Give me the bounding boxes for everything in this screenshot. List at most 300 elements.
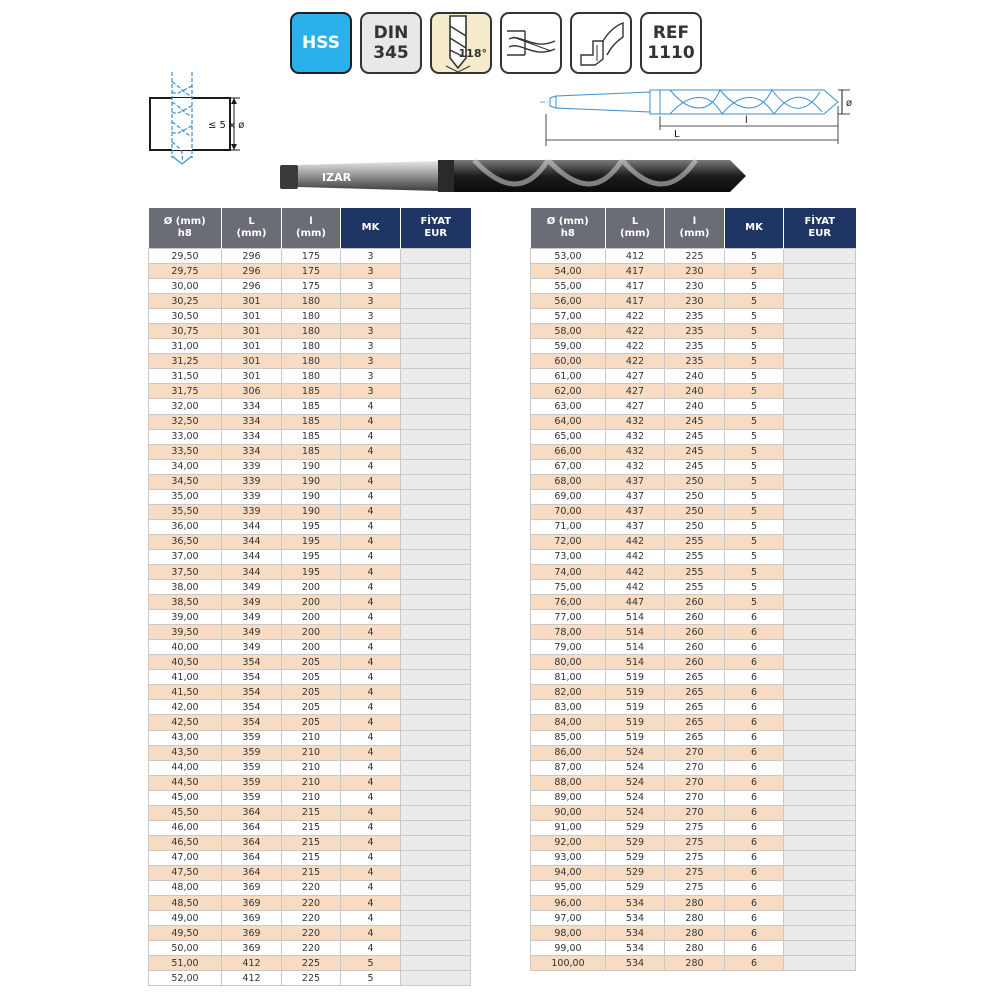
cell-price (784, 805, 856, 820)
table-row (149, 941, 471, 956)
cell-morse-taper: 6 (725, 865, 784, 880)
cell-flute-length: 215 (282, 805, 341, 820)
ref-badge-line2: 1110 (647, 43, 695, 63)
cell-total-length: 301 (222, 354, 282, 369)
cell-total-length: 344 (222, 564, 282, 579)
table-row (149, 835, 471, 850)
cell-morse-taper: 4 (341, 850, 401, 865)
table-row (531, 790, 856, 805)
cell-total-length: 359 (222, 775, 282, 790)
cell-diameter: 37,50 (149, 564, 222, 579)
table-row (149, 670, 471, 685)
cell-morse-taper: 6 (725, 730, 784, 745)
cell-price (784, 264, 856, 279)
cell-morse-taper: 6 (725, 850, 784, 865)
cell-flute-length: 260 (665, 625, 725, 640)
cell-price (401, 444, 471, 459)
table-row (531, 745, 856, 760)
cell-flute-length: 200 (282, 580, 341, 595)
cell-morse-taper: 5 (725, 474, 784, 489)
cell-flute-length: 250 (665, 504, 725, 519)
cell-flute-length: 190 (282, 504, 341, 519)
table-row (149, 926, 471, 941)
cell-diameter: 77,00 (531, 610, 606, 625)
cell-price (401, 850, 471, 865)
cell-diameter: 67,00 (531, 459, 606, 474)
cell-total-length: 427 (606, 384, 665, 399)
cell-morse-taper: 3 (341, 369, 401, 384)
cell-morse-taper: 4 (341, 805, 401, 820)
cell-morse-taper: 4 (341, 414, 401, 429)
cell-morse-taper: 6 (725, 610, 784, 625)
cell-flute-length: 195 (282, 564, 341, 579)
cell-price (784, 564, 856, 579)
table-row (531, 279, 856, 294)
table-row (531, 805, 856, 820)
cell-price (784, 941, 856, 956)
cell-total-length: 354 (222, 700, 282, 715)
flute-length-label: l (745, 115, 748, 126)
cell-diameter: 63,00 (531, 399, 606, 414)
cell-morse-taper: 4 (341, 610, 401, 625)
cell-morse-taper: 5 (341, 971, 401, 986)
cell-total-length: 412 (222, 956, 282, 971)
size-table-right (530, 208, 856, 971)
cell-morse-taper: 4 (341, 429, 401, 444)
cell-flute-length: 235 (665, 354, 725, 369)
cell-morse-taper: 6 (725, 790, 784, 805)
table-row (149, 279, 471, 294)
total-length-label: L (674, 129, 680, 140)
cell-diameter: 39,50 (149, 625, 222, 640)
table-row (531, 429, 856, 444)
cell-flute-length: 205 (282, 715, 341, 730)
cell-diameter: 58,00 (531, 324, 606, 339)
cell-flute-length: 255 (665, 564, 725, 579)
table-row (531, 926, 856, 941)
table-row (149, 911, 471, 926)
cell-diameter: 73,00 (531, 549, 606, 564)
cell-flute-length: 245 (665, 429, 725, 444)
cell-morse-taper: 3 (341, 309, 401, 324)
cell-diameter: 38,50 (149, 595, 222, 610)
cell-diameter: 56,00 (531, 294, 606, 309)
cell-diameter: 37,00 (149, 549, 222, 564)
cell-diameter: 64,00 (531, 414, 606, 429)
cell-total-length: 442 (606, 534, 665, 549)
cell-flute-length: 200 (282, 610, 341, 625)
cell-total-length: 339 (222, 459, 282, 474)
cell-diameter: 60,00 (531, 354, 606, 369)
table-row (149, 294, 471, 309)
cell-morse-taper: 5 (725, 595, 784, 610)
cell-flute-length: 280 (665, 911, 725, 926)
cell-price (401, 610, 471, 625)
cell-diameter: 35,00 (149, 489, 222, 504)
cell-diameter: 42,00 (149, 700, 222, 715)
table-row (149, 775, 471, 790)
cell-price (401, 309, 471, 324)
cell-price (401, 670, 471, 685)
cell-total-length: 334 (222, 429, 282, 444)
cell-morse-taper: 4 (341, 730, 401, 745)
din-badge-line2: 345 (373, 43, 409, 63)
cell-total-length: 529 (606, 835, 665, 850)
cell-morse-taper: 4 (341, 896, 401, 911)
cell-flute-length: 230 (665, 264, 725, 279)
cell-diameter: 44,50 (149, 775, 222, 790)
cell-diameter: 59,00 (531, 339, 606, 354)
cell-diameter: 30,25 (149, 294, 222, 309)
cell-diameter: 84,00 (531, 715, 606, 730)
cell-morse-taper: 3 (341, 249, 401, 264)
cell-price (784, 294, 856, 309)
cell-morse-taper: 6 (725, 820, 784, 835)
cell-total-length: 344 (222, 549, 282, 564)
cell-price (401, 655, 471, 670)
cell-total-length: 432 (606, 444, 665, 459)
cell-flute-length: 185 (282, 399, 341, 414)
cell-diameter: 80,00 (531, 655, 606, 670)
cell-flute-length: 255 (665, 534, 725, 549)
cell-flute-length: 230 (665, 294, 725, 309)
cell-total-length: 524 (606, 760, 665, 775)
cell-diameter: 100,00 (531, 956, 606, 971)
cell-price (784, 896, 856, 911)
table-row (531, 384, 856, 399)
cell-flute-length: 260 (665, 610, 725, 625)
table-row (149, 820, 471, 835)
cell-flute-length: 195 (282, 534, 341, 549)
cell-morse-taper: 6 (725, 640, 784, 655)
cell-flute-length: 250 (665, 474, 725, 489)
hss-badge-label: HSS (302, 33, 340, 53)
cell-diameter: 46,00 (149, 820, 222, 835)
drill-workpiece-icon (503, 15, 559, 71)
cell-total-length: 296 (222, 279, 282, 294)
cell-morse-taper: 5 (725, 549, 784, 564)
table-header-row (531, 208, 856, 249)
table-row (149, 956, 471, 971)
table-row (531, 309, 856, 324)
cell-morse-taper: 5 (725, 324, 784, 339)
cell-price (784, 850, 856, 865)
table-row (531, 865, 856, 880)
cell-total-length: 344 (222, 519, 282, 534)
table-row (531, 414, 856, 429)
cell-price (784, 489, 856, 504)
drill-through-icon-badge (500, 12, 562, 74)
cell-flute-length: 275 (665, 835, 725, 850)
cell-total-length: 364 (222, 850, 282, 865)
cell-diameter: 29,50 (149, 249, 222, 264)
cell-price (401, 805, 471, 820)
cell-diameter: 72,00 (531, 534, 606, 549)
cell-price (784, 354, 856, 369)
cell-diameter: 65,00 (531, 429, 606, 444)
cell-diameter: 32,00 (149, 399, 222, 414)
cell-total-length: 344 (222, 534, 282, 549)
table-row (149, 625, 471, 640)
cell-flute-length: 245 (665, 414, 725, 429)
table-row (149, 369, 471, 384)
table-row (531, 775, 856, 790)
cell-total-length: 412 (606, 249, 665, 264)
cell-morse-taper: 4 (341, 534, 401, 549)
cell-total-length: 369 (222, 896, 282, 911)
table-row (531, 489, 856, 504)
cell-total-length: 519 (606, 730, 665, 745)
cell-flute-length: 185 (282, 384, 341, 399)
table-row (531, 956, 856, 971)
cell-total-length: 359 (222, 730, 282, 745)
drill-dimension-diagram (540, 84, 860, 148)
cell-total-length: 296 (222, 264, 282, 279)
cell-price (784, 279, 856, 294)
cell-diameter: 30,75 (149, 324, 222, 339)
cell-price (784, 580, 856, 595)
table-row (149, 429, 471, 444)
cell-price (784, 369, 856, 384)
cell-flute-length: 255 (665, 580, 725, 595)
cell-price (401, 865, 471, 880)
table-row (531, 715, 856, 730)
table-row (531, 354, 856, 369)
cell-price (401, 249, 471, 264)
table-row (149, 850, 471, 865)
cell-price (401, 820, 471, 835)
cell-price (784, 249, 856, 264)
table-row (149, 339, 471, 354)
cell-morse-taper: 4 (341, 399, 401, 414)
cell-price (784, 399, 856, 414)
cell-morse-taper: 4 (341, 941, 401, 956)
cell-total-length: 417 (606, 264, 665, 279)
cell-flute-length: 175 (282, 249, 341, 264)
cell-total-length: 301 (222, 294, 282, 309)
cell-price (784, 444, 856, 459)
cell-price (401, 339, 471, 354)
cell-flute-length: 180 (282, 324, 341, 339)
table-row (531, 534, 856, 549)
cell-morse-taper: 4 (341, 700, 401, 715)
cell-price (784, 790, 856, 805)
cell-total-length: 334 (222, 414, 282, 429)
header-morse-taper: MK (341, 208, 401, 249)
cell-morse-taper: 4 (341, 715, 401, 730)
cell-morse-taper: 4 (341, 655, 401, 670)
cell-flute-length: 270 (665, 760, 725, 775)
point-angle-label: 118° (458, 47, 487, 60)
table-row (149, 354, 471, 369)
cell-diameter: 71,00 (531, 519, 606, 534)
cell-diameter: 45,50 (149, 805, 222, 820)
cell-price (784, 519, 856, 534)
cell-total-length: 301 (222, 324, 282, 339)
cell-morse-taper: 4 (341, 745, 401, 760)
cell-morse-taper: 5 (725, 294, 784, 309)
cell-diameter: 76,00 (531, 595, 606, 610)
cell-total-length: 369 (222, 911, 282, 926)
table-row (149, 971, 471, 986)
cell-flute-length: 185 (282, 429, 341, 444)
cell-morse-taper: 3 (341, 339, 401, 354)
cell-flute-length: 235 (665, 339, 725, 354)
cell-price (401, 835, 471, 850)
table-row (531, 820, 856, 835)
cell-price (784, 715, 856, 730)
header-total-length: L (mm) (606, 208, 665, 249)
cell-flute-length: 215 (282, 850, 341, 865)
cell-diameter: 30,50 (149, 309, 222, 324)
table-row (149, 655, 471, 670)
cell-flute-length: 200 (282, 595, 341, 610)
ref-badge-line1: REF (652, 23, 690, 43)
cell-diameter: 39,00 (149, 610, 222, 625)
cell-morse-taper: 3 (341, 324, 401, 339)
table-row (531, 399, 856, 414)
cell-diameter: 74,00 (531, 564, 606, 579)
cell-morse-taper: 6 (725, 625, 784, 640)
cell-diameter: 96,00 (531, 896, 606, 911)
cell-flute-length: 250 (665, 519, 725, 534)
cell-morse-taper: 6 (725, 880, 784, 895)
cell-price (784, 414, 856, 429)
cell-flute-length: 190 (282, 489, 341, 504)
cell-diameter: 41,50 (149, 685, 222, 700)
cell-price (784, 685, 856, 700)
cell-total-length: 529 (606, 880, 665, 895)
table-row (531, 324, 856, 339)
cell-price (401, 971, 471, 986)
cell-morse-taper: 4 (341, 790, 401, 805)
cell-flute-length: 195 (282, 549, 341, 564)
cell-price (401, 745, 471, 760)
cell-price (401, 896, 471, 911)
morse-taper-icon-badge (570, 12, 632, 74)
cell-flute-length: 220 (282, 941, 341, 956)
cell-total-length: 359 (222, 760, 282, 775)
cell-diameter: 45,00 (149, 790, 222, 805)
cell-diameter: 41,00 (149, 670, 222, 685)
cell-price (784, 670, 856, 685)
cell-total-length: 519 (606, 685, 665, 700)
cell-price (401, 700, 471, 715)
taper-shank-icon (573, 15, 629, 71)
size-table-left (148, 208, 471, 986)
cell-flute-length: 245 (665, 444, 725, 459)
cell-total-length: 301 (222, 369, 282, 384)
cell-flute-length: 270 (665, 805, 725, 820)
cell-morse-taper: 4 (341, 459, 401, 474)
cell-price (784, 625, 856, 640)
cell-total-length: 354 (222, 655, 282, 670)
cell-diameter: 69,00 (531, 489, 606, 504)
table-row (149, 459, 471, 474)
cell-total-length: 514 (606, 640, 665, 655)
cell-morse-taper: 6 (725, 835, 784, 850)
cell-total-length: 354 (222, 685, 282, 700)
cell-total-length: 301 (222, 339, 282, 354)
cell-morse-taper: 5 (725, 279, 784, 294)
table-row (149, 474, 471, 489)
cell-total-length: 306 (222, 384, 282, 399)
cell-price (401, 926, 471, 941)
cell-total-length: 422 (606, 324, 665, 339)
table-row (149, 264, 471, 279)
cell-morse-taper: 4 (341, 625, 401, 640)
diameter-label: ø (846, 98, 853, 109)
cell-morse-taper: 5 (725, 264, 784, 279)
cell-diameter: 36,00 (149, 519, 222, 534)
cell-flute-length: 180 (282, 354, 341, 369)
cell-flute-length: 220 (282, 911, 341, 926)
cell-flute-length: 250 (665, 489, 725, 504)
cell-total-length: 296 (222, 249, 282, 264)
table-row (149, 745, 471, 760)
cell-flute-length: 275 (665, 820, 725, 835)
cell-morse-taper: 5 (725, 534, 784, 549)
cell-morse-taper: 6 (725, 911, 784, 926)
cell-diameter: 68,00 (531, 474, 606, 489)
table-row (531, 850, 856, 865)
cell-diameter: 94,00 (531, 865, 606, 880)
cell-price (401, 324, 471, 339)
cell-diameter: 33,00 (149, 429, 222, 444)
table-row (149, 414, 471, 429)
hss-badge (290, 12, 352, 74)
table-row (531, 444, 856, 459)
cell-flute-length: 225 (282, 971, 341, 986)
cell-price (784, 835, 856, 850)
cell-diameter: 33,50 (149, 444, 222, 459)
cell-diameter: 85,00 (531, 730, 606, 745)
cell-flute-length: 280 (665, 926, 725, 941)
cell-price (401, 519, 471, 534)
cell-flute-length: 180 (282, 339, 341, 354)
cell-flute-length: 190 (282, 459, 341, 474)
cell-price (784, 926, 856, 941)
cell-diameter: 47,00 (149, 850, 222, 865)
cell-morse-taper: 4 (341, 911, 401, 926)
cell-total-length: 524 (606, 745, 665, 760)
cell-diameter: 48,50 (149, 896, 222, 911)
cell-flute-length: 245 (665, 459, 725, 474)
cell-diameter: 32,50 (149, 414, 222, 429)
cell-morse-taper: 3 (341, 279, 401, 294)
cell-flute-length: 270 (665, 745, 725, 760)
cell-morse-taper: 5 (725, 580, 784, 595)
cell-flute-length: 230 (665, 279, 725, 294)
table-row (531, 896, 856, 911)
cell-total-length: 301 (222, 309, 282, 324)
cell-flute-length: 175 (282, 279, 341, 294)
cell-price (401, 775, 471, 790)
cell-flute-length: 260 (665, 595, 725, 610)
cell-diameter: 47,50 (149, 865, 222, 880)
table-row (149, 564, 471, 579)
cell-total-length: 529 (606, 865, 665, 880)
cell-price (784, 956, 856, 971)
cell-flute-length: 270 (665, 775, 725, 790)
cell-diameter: 55,00 (531, 279, 606, 294)
cell-diameter: 61,00 (531, 369, 606, 384)
cell-total-length: 349 (222, 625, 282, 640)
cell-total-length: 354 (222, 715, 282, 730)
cell-morse-taper: 4 (341, 820, 401, 835)
cell-morse-taper: 6 (725, 941, 784, 956)
cell-morse-taper: 5 (725, 519, 784, 534)
